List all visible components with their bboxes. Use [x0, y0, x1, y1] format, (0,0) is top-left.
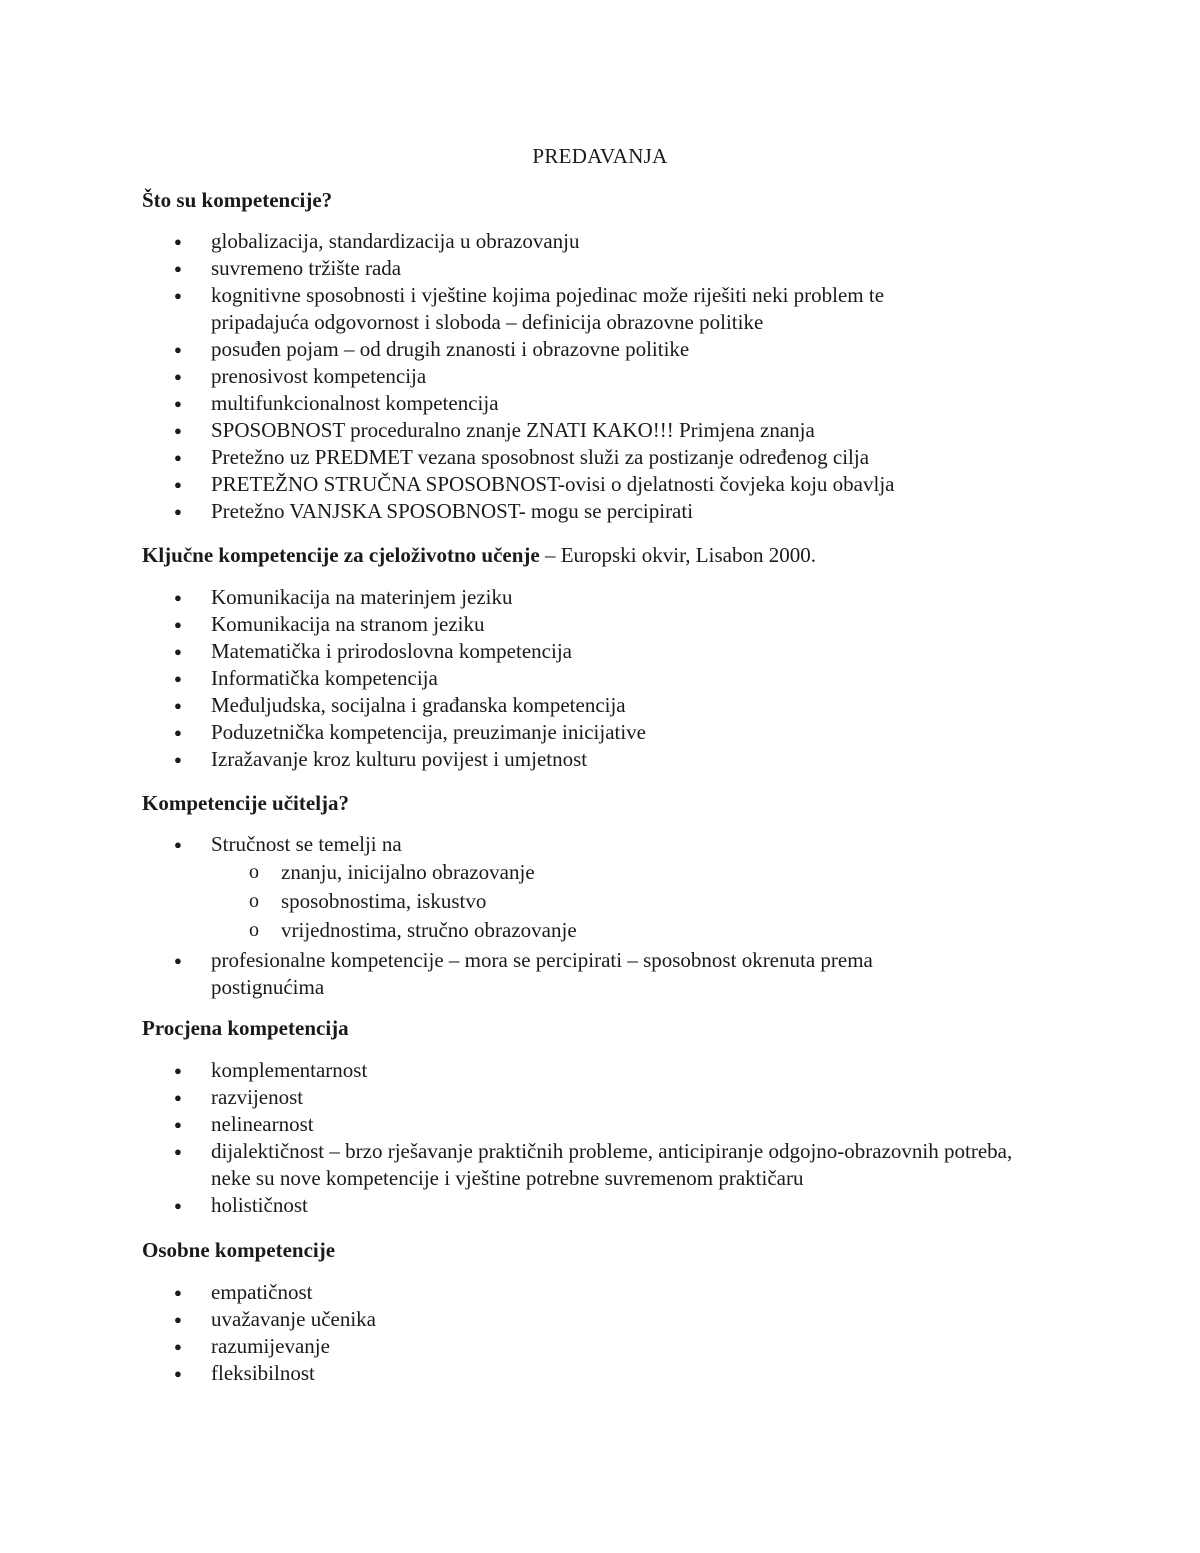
- list-item: ● uvažavanje učenika: [142, 1306, 1042, 1333]
- list-item: ● globalizacija, standardizacija u obrazovanju: [142, 228, 1042, 255]
- list-item: ● PRETEŽNO STRUČNA SPOSOBNOST-ovisi o djelatnosti čovjeka koju obavlja: [142, 471, 1042, 498]
- list-item: ● posuđen pojam – od drugih znanosti i obrazovne politike: [142, 336, 1042, 363]
- bullet-list: [142, 831, 1042, 1001]
- list-item: ● Matematička i prirodoslovna kompetencija: [142, 638, 1042, 665]
- list-item: ● Komunikacija na stranom jeziku: [142, 611, 1042, 638]
- list-item-text: Stručnost se temelji na: [211, 832, 402, 856]
- sub-list-item: o znanju, inicijalno obrazovanje: [211, 858, 1042, 887]
- bullet-list: [142, 1279, 1042, 1387]
- list-item: ● Poduzetnička kompetencija, preuzimanje inicijative: [142, 719, 1042, 746]
- section-heading-suffix: – Europski okvir, Lisabon 2000.: [539, 543, 816, 567]
- section-heading: Što su kompetencije?: [142, 188, 333, 212]
- bullet-list: [142, 584, 1042, 773]
- sub-list-item: o vrijednostima, stručno obrazovanje: [211, 916, 1042, 945]
- bullet-list: [142, 228, 1042, 525]
- section-heading: [142, 542, 816, 569]
- list-item: ● Izražavanje kroz kulturu povijest i umjetnost: [142, 746, 1042, 773]
- page-title: PREDAVANJA: [532, 144, 668, 168]
- sub-list: [211, 858, 1042, 945]
- list-item: ● suvremeno tržište rada: [142, 255, 1042, 282]
- list-item: ● Informatička kompetencija: [142, 665, 1042, 692]
- list-item: ● komplementarnost: [142, 1057, 1042, 1084]
- list-item: ● Pretežno uz PREDMET vezana sposobnost služi za postizanje određenog cilja: [142, 444, 1042, 471]
- list-item: ● razumijevanje: [142, 1333, 1042, 1360]
- list-item: ● profesionalne kompetencije – mora se percipirati – sposobnost okrenuta prema postignućima: [142, 947, 991, 1001]
- list-item: ● Komunikacija na materinjem jeziku: [142, 584, 1042, 611]
- list-item: ● SPOSOBNOST proceduralno znanje ZNATI KAKO!!! Primjena znanja: [142, 417, 1042, 444]
- sub-list-item: o sposobnostima, iskustvo: [211, 887, 1042, 916]
- list-item: ● Pretežno VANJSKA SPOSOBNOST- mogu se percipirati: [142, 498, 1042, 525]
- list-item: ● Međuljudska, socijalna i građanska kompetencija: [142, 692, 1042, 719]
- bullet-list: [142, 1057, 1042, 1219]
- list-item: ● nelinearnost: [142, 1111, 1042, 1138]
- list-item: [142, 831, 1042, 945]
- list-item: ● razvijenost: [142, 1084, 1042, 1111]
- list-item: ● dijalektičnost – brzo rješavanje praktičnih probleme, anticipiranje odgojno-obrazovnih potreba, neke su nove kompetencije i vještine potrebne suvremenom praktičaru: [142, 1138, 1041, 1192]
- list-item: ● multifunkcionalnost kompetencija: [142, 390, 1042, 417]
- list-item: ● empatičnost: [142, 1279, 1042, 1306]
- section-heading: Osobne kompetencije: [142, 1238, 336, 1262]
- section-heading-text: Ključne kompetencije za cjeloživotno učenje: [142, 543, 540, 567]
- list-item: ● fleksibilnost: [142, 1360, 1042, 1387]
- section-heading: Kompetencije učitelja?: [142, 791, 350, 815]
- list-item: ● holističnost: [142, 1192, 1042, 1219]
- list-item: ● kognitivne sposobnosti i vještine kojima pojedinac može riješiti neki problem te pripadajuća odgovornost i sloboda – definicija obrazovne politike: [142, 282, 981, 336]
- list-item: ● prenosivost kompetencija: [142, 363, 1042, 390]
- section-heading: Procjena kompetencija: [142, 1016, 349, 1040]
